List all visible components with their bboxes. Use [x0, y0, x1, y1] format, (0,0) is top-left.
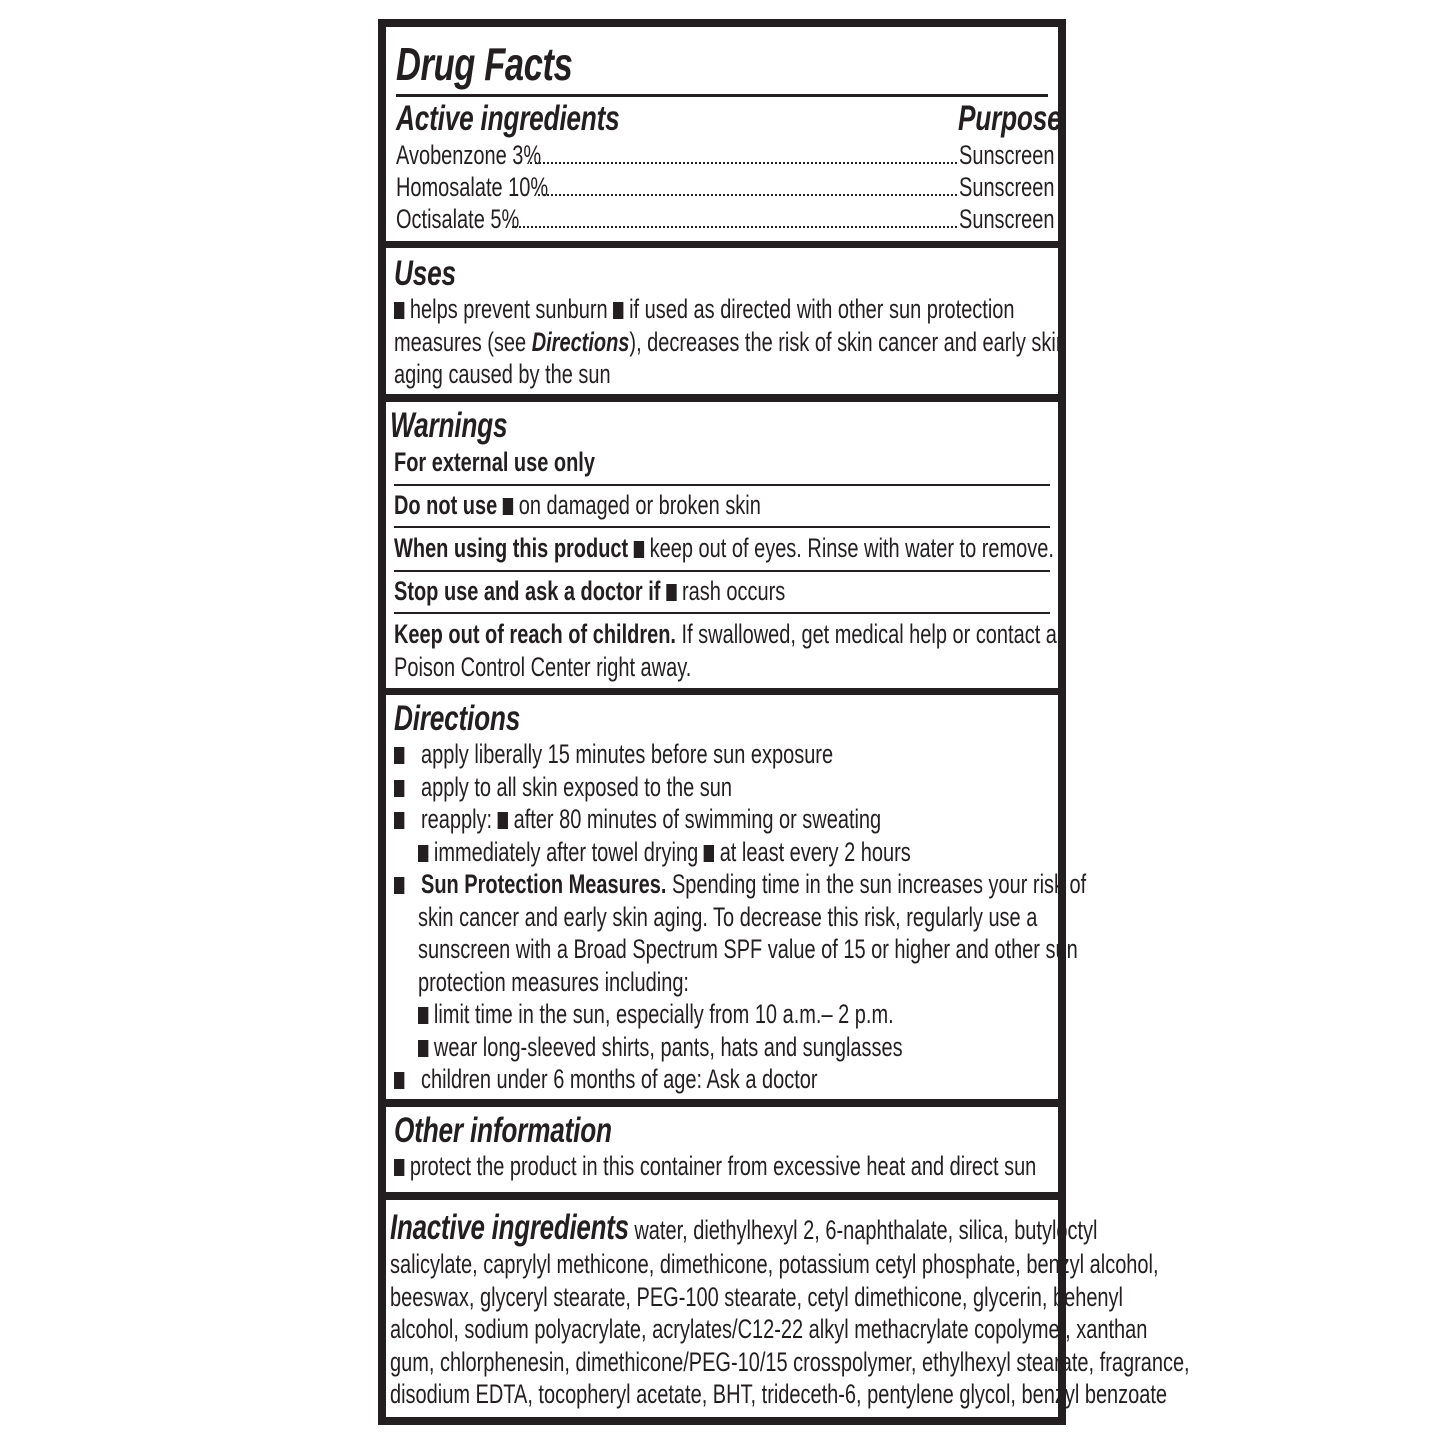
- inactive-ingredients-section: [386, 1200, 1190, 1417]
- direction-subitem: immediately after towel drying at least every 2 hours: [418, 837, 911, 868]
- ingredient-name: Avobenzone 3%: [396, 140, 542, 170]
- bullet-square-icon: [418, 1040, 428, 1057]
- bullet-square-icon: [394, 1072, 404, 1089]
- bullet-square-icon: [498, 812, 508, 829]
- active-ingredients-heading: Active ingredients: [396, 99, 620, 138]
- leader-dots: [538, 194, 957, 196]
- ingredient-purpose: Sunscreen: [959, 172, 1055, 202]
- active-ingredients-section: [386, 27, 1062, 241]
- uses-line: measures (see Directions), decreases the risk of skin cancer and early skin: [394, 327, 1067, 357]
- leader-dots: [530, 162, 957, 164]
- bullet-square-icon: [666, 584, 676, 601]
- ingredient-name: Octisalate 5%: [396, 204, 520, 234]
- bullet-square-icon: [394, 1159, 404, 1176]
- inactive-ingredients-line: beeswax, glyceryl stearate, PEG-100 stearate, cetyl dimethicone, glycerin, behenyl: [390, 1282, 1123, 1312]
- bullet-square-icon: [394, 747, 404, 764]
- bullet-square-icon: [613, 302, 623, 319]
- bullet-square-icon: [704, 845, 714, 862]
- direction-item: apply liberally 15 minutes before sun exposure: [394, 739, 833, 770]
- divider: [394, 484, 1050, 486]
- bullet-square-icon: [503, 498, 513, 515]
- warnings-section: [386, 402, 1058, 688]
- other-information-item: protect the product in this container from excessive heat and direct sun: [394, 1151, 1036, 1182]
- uses-line: aging caused by the sun: [394, 359, 611, 389]
- external-use-text: For external use only: [394, 447, 595, 477]
- bullet-square-icon: [394, 302, 404, 319]
- divider: [394, 526, 1050, 528]
- inactive-ingredients-line: gum, chlorphenesin, dimethicone/PEG-10/15 crosspolymer, ethylhexyl stearate, fragrance,: [390, 1347, 1190, 1377]
- ingredient-purpose: Sunscreen: [959, 204, 1055, 234]
- direction-item: reapply: after 80 minutes of swimming or sweating: [394, 804, 881, 835]
- keep-out-warning: Keep out of reach of children. If swallowed, get medical help or contact a: [394, 619, 1057, 649]
- drug-facts-label: [378, 19, 1190, 1425]
- ingredient-purpose: Sunscreen: [959, 140, 1055, 170]
- when-using-warning: When using this product keep out of eyes. Rinse with water to remove.: [394, 533, 1054, 563]
- directions-heading: Directions: [394, 699, 521, 738]
- do-not-use-warning: Do not use on damaged or broken skin: [394, 490, 761, 520]
- direction-item: children under 6 months of age: Ask a doctor: [394, 1064, 818, 1095]
- direction-continuation: sunscreen with a Broad Spectrum SPF value of 15 or higher and other sun: [418, 934, 1078, 964]
- divider: [394, 612, 1050, 614]
- bullet-square-icon: [394, 780, 404, 797]
- keep-out-warning-line2: Poison Control Center right away.: [394, 652, 692, 682]
- inactive-ingredients-line: alcohol, sodium polyacrylate, acrylates/C12-22 alkyl methacrylate copolymer, xanthan: [390, 1314, 1148, 1344]
- uses-line: helps prevent sunburn if used as directed with other sun protection: [394, 294, 1015, 325]
- purpose-heading: Purpose: [958, 99, 1062, 138]
- active-ingredient-row: [396, 171, 1055, 203]
- direction-subitem: wear long-sleeved shirts, pants, hats and sunglasses: [418, 1032, 903, 1063]
- uses-heading: Uses: [394, 254, 456, 293]
- inactive-ingredients-line: Inactive ingredients water, diethylhexyl 2, 6-naphthalate, silica, butyloctyl: [390, 1208, 1098, 1247]
- ingredient-name: Homosalate 10%: [396, 172, 549, 202]
- direction-item: apply to all skin exposed to the sun: [394, 772, 732, 803]
- bullet-square-icon: [418, 1007, 428, 1024]
- bullet-square-icon: [634, 541, 644, 558]
- directions-reference: Directions: [531, 327, 630, 357]
- other-information-section: [386, 1107, 1058, 1192]
- bullet-square-icon: [394, 877, 404, 894]
- leader-dots: [512, 226, 957, 228]
- direction-item: Sun Protection Measures. Spending time in the sun increases your risk of: [394, 869, 1086, 900]
- direction-subitem: limit time in the sun, especially from 10 a.m.– 2 p.m.: [418, 999, 894, 1030]
- warnings-heading: Warnings: [390, 406, 508, 445]
- direction-continuation: protection measures including:: [418, 967, 689, 997]
- inactive-ingredients-heading: Inactive ingredients: [390, 1208, 629, 1247]
- bullet-square-icon: [394, 812, 404, 829]
- directions-section: [386, 695, 1087, 1099]
- drug-facts-title: Drug Facts: [396, 38, 573, 90]
- direction-continuation: skin cancer and early skin aging. To decrease this risk, regularly use a: [418, 902, 1038, 932]
- inactive-ingredients-line: salicylate, caprylyl methicone, dimethicone, potassium cetyl phosphate, benzyl alcohol,: [390, 1249, 1159, 1279]
- divider: [394, 570, 1050, 572]
- other-information-heading: Other information: [394, 1111, 612, 1150]
- active-ingredient-row: [396, 203, 1055, 235]
- stop-use-warning: Stop use and ask a doctor if rash occurs: [394, 576, 786, 606]
- inactive-ingredients-line: disodium EDTA, tocopheryl acetate, BHT, trideceth-6, pentylene glycol, benzyl benzoate: [390, 1379, 1168, 1409]
- title-rule: [396, 94, 1048, 97]
- uses-section: [386, 248, 1067, 394]
- active-ingredient-row: [396, 139, 1055, 171]
- bullet-square-icon: [418, 845, 428, 862]
